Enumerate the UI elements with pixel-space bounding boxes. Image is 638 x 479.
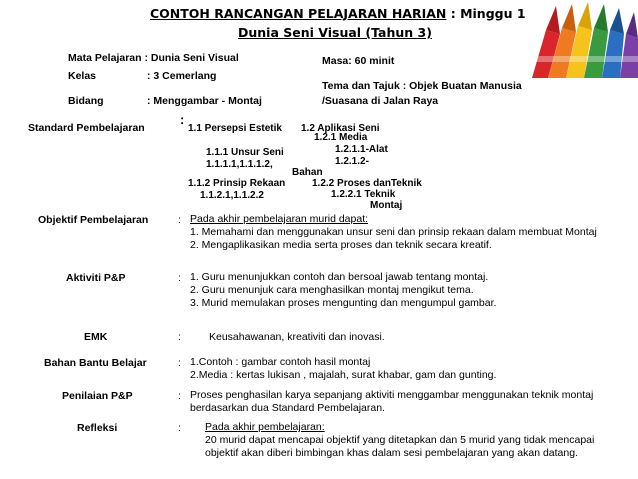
standard-1-1: 1.1 Persepsi Estetik [188,123,282,134]
standard-1-2-2: 1.2.2 Proses danTeknik [312,178,422,189]
field-value: : Menggambar - Montaj [147,95,262,107]
class-value: : 3 Cemerlang [147,70,217,82]
assessment-line-1: Proses penghasilan karya sepanjang aktiviti menggambar menggunakan teknik montaj [190,389,594,401]
theme-line2: /Suasana di Jalan Raya [322,95,439,107]
standard-1-1-2-codes: 1.1.2.1,1.1.2.2 [200,190,264,201]
page-title [150,6,526,21]
activity-item-2: 2. Guru menunjuk cara menghasilkan montaj mengikut tema. [190,284,474,296]
standard-montaj: Montaj [370,200,403,211]
crayons-decoration [526,0,638,78]
activity-item-1: 1. Guru menunjukkan contoh dan bersoal jawab tentang montaj. [190,271,489,283]
standard-label: Standard Pembelajaran [28,122,145,134]
teaching-aids-colon: : [178,357,181,369]
standard-1-2-2-1: 1.2.2.1 Teknik [331,189,396,200]
subject-info: Mata Pelajaran : Dunia Seni Visual [68,52,239,64]
reflection-label: Refleksi [77,422,118,434]
objective-colon: : [178,214,181,226]
standard-1-1-2: 1.1.2 Prinsip Rekaan [188,178,286,189]
teaching-aids-item-2: 2.Media : kertas lukisan , majalah, surat khabar, gam dan gunting. [190,369,497,381]
standard-1-1-1: 1.1.1 Unsur Seni [206,147,284,158]
title-main: CONTOH RANCANGAN PELAJARAN HARIAN [150,6,447,21]
theme-line1: Tema dan Tajuk : Objek Buatan Manusia [322,80,522,92]
reflection-line-1: 20 murid dapat mencapai objektif yang ditetapkan dan 5 murid yang tidak mencapai [205,434,595,446]
standard-colon: : [180,112,185,127]
objective-intro: Pada akhir pembelajaran murid dapat: [190,213,369,225]
assessment-colon: : [178,390,181,402]
page-subtitle: Dunia Seni Visual (Tahun 3) [238,25,432,40]
standard-bahan: Bahan [292,167,323,178]
emk-text: Keusahawanan, kreativiti dan inovasi. [209,331,385,343]
activity-item-3: 3. Murid memulakan proses mengunting dan mengumpul gambar. [190,297,497,309]
standard-1-2-1: 1.2.1 Media [314,132,368,143]
emk-label: EMK [84,331,108,343]
title-week: : Minggu 1 [446,6,526,21]
reflection-colon: : [178,422,181,434]
activity-colon: : [178,272,181,284]
teaching-aids-label: Bahan Bantu Belajar [44,357,147,369]
activity-label: Aktiviti P&P [66,272,126,284]
standard-1-2-1-1: 1.2.1.1-Alat [335,144,388,155]
assessment-line-2: berdasarkan dua Standard Pembelajaran. [190,402,385,414]
standard-1-1-1-codes: 1.1.1.1,1.1.1.2, [206,159,273,170]
duration: Masa: 60 minit [322,55,395,67]
reflection-intro: Pada akhir pembelajaran: [205,421,325,433]
standard-1-2: 1.2 Aplikasi Seni [301,123,380,134]
standard-1-2-1-2: 1.2.1.2- [335,156,369,167]
objective-item-1: 1. Memahami dan menggunakan unsur seni dan prinsip rekaan dalam membuat Montaj [190,226,597,238]
teaching-aids-item-1: 1.Contoh : gambar contoh hasil montaj [190,356,371,368]
reflection-line-2: objektif akan diberi bimbingan khas dalam sesi pembelajaran yang akan datang. [205,447,578,459]
objective-item-2: 2. Mengaplikasikan media serta proses dan teknik secara kreatif. [190,239,492,251]
emk-colon: : [178,331,181,343]
field-label: Bidang [68,95,104,107]
assessment-label: Penilaian P&P [62,390,133,402]
objective-label: Objektif Pembelajaran [38,214,149,226]
class-label: Kelas [68,70,97,82]
